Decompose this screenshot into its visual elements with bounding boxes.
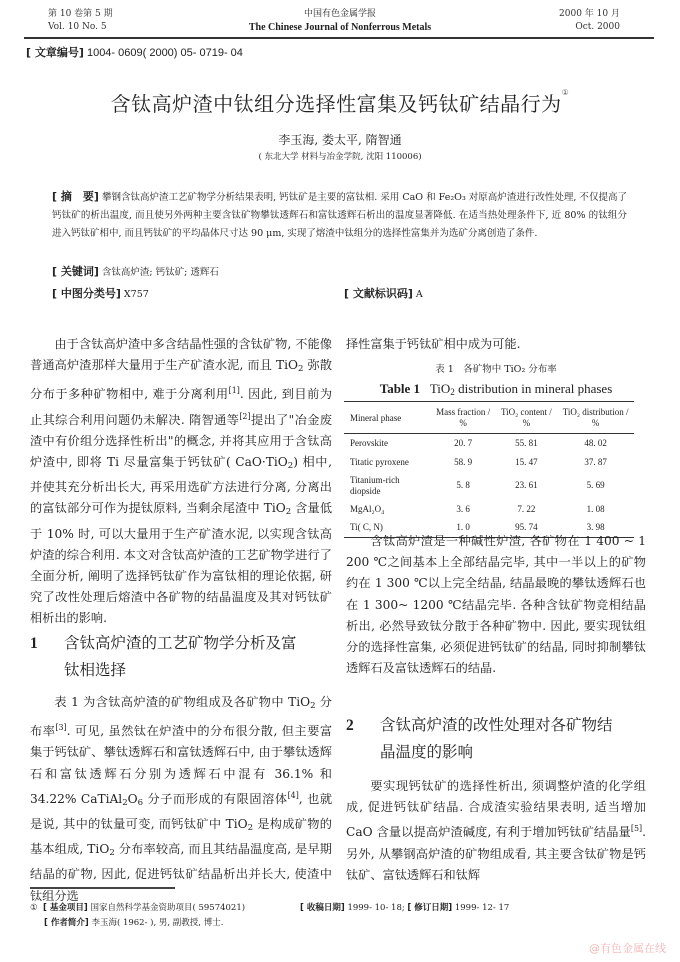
section-2-text: 要实现钙钛矿的选择性析出, 须调整炉渣的化学组成, 促进钙钛矿结晶. 合成渣实验结果表明, 适当增加 CaO 含量以提高炉渣碱度, 有利于增加钙钛矿结晶量[5]. 另外, 从攀钢高炉渣的矿物组成看, 其主要含钛矿物是钙钛矿、富钛透辉石和钛辉 [346, 779, 646, 882]
cell-mass-fraction: 5. 8 [456, 480, 470, 490]
cell-tio2-distribution: 1. 08 [586, 503, 605, 514]
citation-3[interactable]: [3] [55, 723, 67, 733]
cell-tio2-content: 95. 74 [515, 522, 538, 533]
abstract-text: 攀钢含钛高炉渣工艺矿物学分析结果表明, 钙钛矿是主要的富钛相. 采用 CaO 和 Fe₂O₃ 对原高炉渣进行改性处理, 不仅提高了钙钛矿的析出温度, 而且使另外两种主要含钛矿物攀钛透辉石和富钛透辉石析出的温度显著降低. 在适当热处理条件下, 近 80% 的钛组分进入钙钛矿相中, 而且钙钛矿的平均晶体尺寸达 90 μm, 实现了熔渣中钛组分的选择性富集并为选矿分离创造了条件. [52, 192, 627, 239]
keywords [52, 263, 219, 279]
col-header-mass-fraction: Mass fraction / % [436, 407, 491, 428]
cell-tio2-content: 55. 81 [515, 437, 538, 448]
crystallization-text: 含钛高炉渣是一种碱性炉渣, 各矿物在 1 400 ~ 1 200 ℃之间基本上全部结晶完毕, 其中一半以上的矿物约在 1 300 ℃以上完全结晶, 结晶最晚的攀钛透辉石也在 1 300~ 1200 ℃结晶完毕. 各种含钛矿物竞相结晶析出, 必然导致钛分散于各种矿物中. 因此, 要实现钛组分的选择性富集, 必须促进钙钛矿的结晶, 同时抑制攀钛透辉石及富钛透辉石的结晶. [346, 534, 646, 676]
article-number [26, 44, 243, 60]
section-1-title: 含钛高炉渣的工艺矿物学分析及富 [64, 634, 297, 652]
section-1-title-cont: 钛相选择 [64, 661, 127, 679]
citation-2[interactable]: [2] [239, 411, 251, 421]
paper-title [0, 88, 680, 117]
revised-date: 1999- 12- 17 [454, 903, 510, 913]
document-code [344, 285, 423, 301]
cell-mass-fraction: 1. 0 [456, 522, 470, 533]
citation-4[interactable]: [4] [287, 790, 299, 800]
cell-mineral: MgAl₂O₄ [350, 503, 385, 514]
col-header-tio2-content: TiO₂ content / % [500, 407, 552, 428]
section-2-heading [346, 712, 646, 765]
footnote-marker: ① [30, 903, 38, 913]
table-header-row [344, 402, 634, 434]
watermark: @有色金属在线 [589, 942, 666, 955]
tio2-distribution-table [344, 401, 634, 538]
date-cn: 2000 年 10 月 [559, 9, 620, 19]
table-row [344, 434, 634, 453]
classification-text: X757 [123, 289, 149, 300]
cell-mass-fraction: 58. 9 [454, 456, 473, 467]
authors: 李玉海, 娄太平, 隋智通 [278, 133, 402, 147]
section-1-paragraph [30, 692, 332, 907]
section-1-number: 1 [30, 635, 38, 652]
citation-5[interactable]: [5] [630, 824, 643, 834]
table-caption-en: Table 1 TiO$_2$ distribution in mineral phases [379, 381, 613, 397]
section-2-paragraph [346, 776, 646, 886]
classification-label: [ 中图分类号] [52, 287, 121, 300]
table-row [344, 500, 634, 519]
table-row [344, 472, 634, 500]
author-bio-text: 李玉海( 1962- ), 男, 副教授, 博士. [91, 918, 224, 928]
issue-date [559, 8, 620, 34]
document-code-label: [ 文献标识码] [344, 287, 413, 300]
header-rule [24, 37, 654, 39]
citation-1[interactable]: [1] [228, 386, 240, 396]
paper-title-text: 含钛高炉渣中钛组分选择性富集及钙钛矿结晶行为 [110, 92, 562, 116]
section-2-number: 2 [346, 717, 354, 734]
abstract [52, 188, 627, 243]
footnote-fund [30, 901, 245, 916]
cell-tio2-distribution: 37. 87 [584, 456, 607, 467]
fund-text: 国家自然科学基金资助项目( 59574021) [90, 903, 246, 913]
continued-paragraph: 择性富集于钙钛矿相中成为可能. [346, 337, 521, 351]
journal-name-cn: 中国有色金属学报 [303, 9, 376, 19]
section-2-title: 含钛高炉渣的改性处理对各矿物结 [380, 716, 613, 734]
table-row [344, 453, 634, 472]
cell-mineral: Perovskite [350, 437, 388, 448]
document-code-text: A [415, 289, 423, 300]
footnote-rule [30, 887, 175, 889]
cell-tio2-distribution: 3. 98 [586, 522, 605, 533]
author-bio-label: [ 作者简介] [44, 918, 89, 928]
classification [52, 285, 149, 301]
col-header-mineral: Mineral phase [350, 412, 402, 423]
keywords-label: [ 关键词] [52, 265, 99, 278]
title-footnote-marker: ① [561, 88, 570, 97]
keywords-text: 含钛高炉渣; 钙钛矿; 透辉石 [101, 267, 219, 278]
received-label: [ 收稿日期] [300, 903, 345, 913]
fund-label: [ 基金项目] [43, 903, 88, 913]
revised-label: [ 修订日期] [407, 903, 453, 913]
volume-cn: 第 10 卷第 5 期 [48, 9, 113, 19]
article-number-label: [ 文章编号] [26, 46, 84, 59]
paragraph-crystallization [346, 531, 646, 679]
footnote-dates [300, 901, 509, 916]
section-2-title-cont: 晶温度的影响 [380, 743, 474, 761]
date-en: Oct. 2000 [575, 22, 620, 32]
volume-en: Vol. 10 No. 5 [48, 22, 107, 32]
footnote-author [44, 916, 223, 931]
intro-text: 由于含钛高炉渣中多含结晶性强的含钛矿物, 不能像普通高炉渣那样大量用于生产矿渣水泥, 而且 TiO$_2$ 弥散分布于多种矿物相中, 难于分离利用[1]. 因此, 到目前为止其综合利用问题仍未解决. 隋智通等[2]提出了"冶金废渣中有价组分选择性析出"的概念, 并将其应用于含钛高炉渣中, 即将 Ti 尽量富集于钙钛矿( CaO·TiO$_2$) 相中, 并使其充分析出长大, 再采用选矿方法进行分离, 分离出的富钛部分可作为提钛原料, 当剩余尾渣中 TiO$_2$ 含量低于 10% 时, 可以大量用于生产矿渣水泥, 以实现含钛高炉渣的综合利用. 本文对含钛高炉渣的工艺矿物学进行了全面分析, 阐明了选择钙钛矿作为富钛相的理论依据, 研究了改性处理后熔渣中各矿物的结晶温度及其对钙钛矿相析出的影响. [30, 337, 333, 626]
section-1-heading [30, 630, 332, 683]
cell-tio2-distribution: 5. 69 [586, 480, 605, 490]
cell-mineral: Titanium-rich diopside [350, 474, 400, 496]
cell-tio2-content: 7. 22 [517, 503, 536, 514]
table-caption-cn: 表 1 各矿物中 TiO₂ 分布率 [435, 364, 557, 375]
col-header-tio2-distribution: TiO₂ distribution / % [562, 407, 629, 428]
cell-mineral: Titatic pyroxene [350, 456, 409, 467]
received-date: 1999- 10- 18; [347, 903, 405, 913]
abstract-label: [ 摘 要] [52, 190, 99, 203]
affiliation: ( 东北大学 材料与冶金学院, 沈阳 110006) [258, 152, 422, 162]
intro-paragraph [30, 334, 332, 630]
cell-mineral: Ti( C, N) [350, 522, 383, 533]
cell-tio2-content: 15. 47 [515, 456, 538, 467]
cell-tio2-distribution: 48. 02 [584, 437, 607, 448]
cell-tio2-content: 23. 61 [515, 480, 538, 490]
cell-mass-fraction: 20. 7 [454, 437, 473, 448]
table-label: Table 1 [379, 381, 421, 396]
cell-mass-fraction: 3. 6 [456, 503, 470, 514]
article-number-value: 1004- 0609( 2000) 05- 0719- 04 [86, 47, 243, 59]
journal-name-en: The Chinese Journal of Nonferrous Metals [248, 22, 432, 33]
section-1-text: 表 1 为含钛高炉渣的矿物组成及各矿物中 TiO$_2$ 分布率[3]. 可见, 虽然钛在炉渣中的分布很分散, 但主要富集于钙钛矿、攀钛透辉石和富钛透辉石中, 由于攀钛透辉石和富钛透辉石分别为透辉石中混有 36.1% 和 34.22% $CaTiAl_2O_6$ 分子而形成的有限固溶体[4], 也就是说, 其中的钛量可变, 而钙钛矿中 TiO$_2$ 是构成矿物的基本组成, TiO$_2$ 分布率较高, 而且其结晶温度高, 是早期结晶的矿物, 因此, 促进钙钛矿结晶析出并长大, 使渣中钛组分选 [30, 695, 333, 903]
